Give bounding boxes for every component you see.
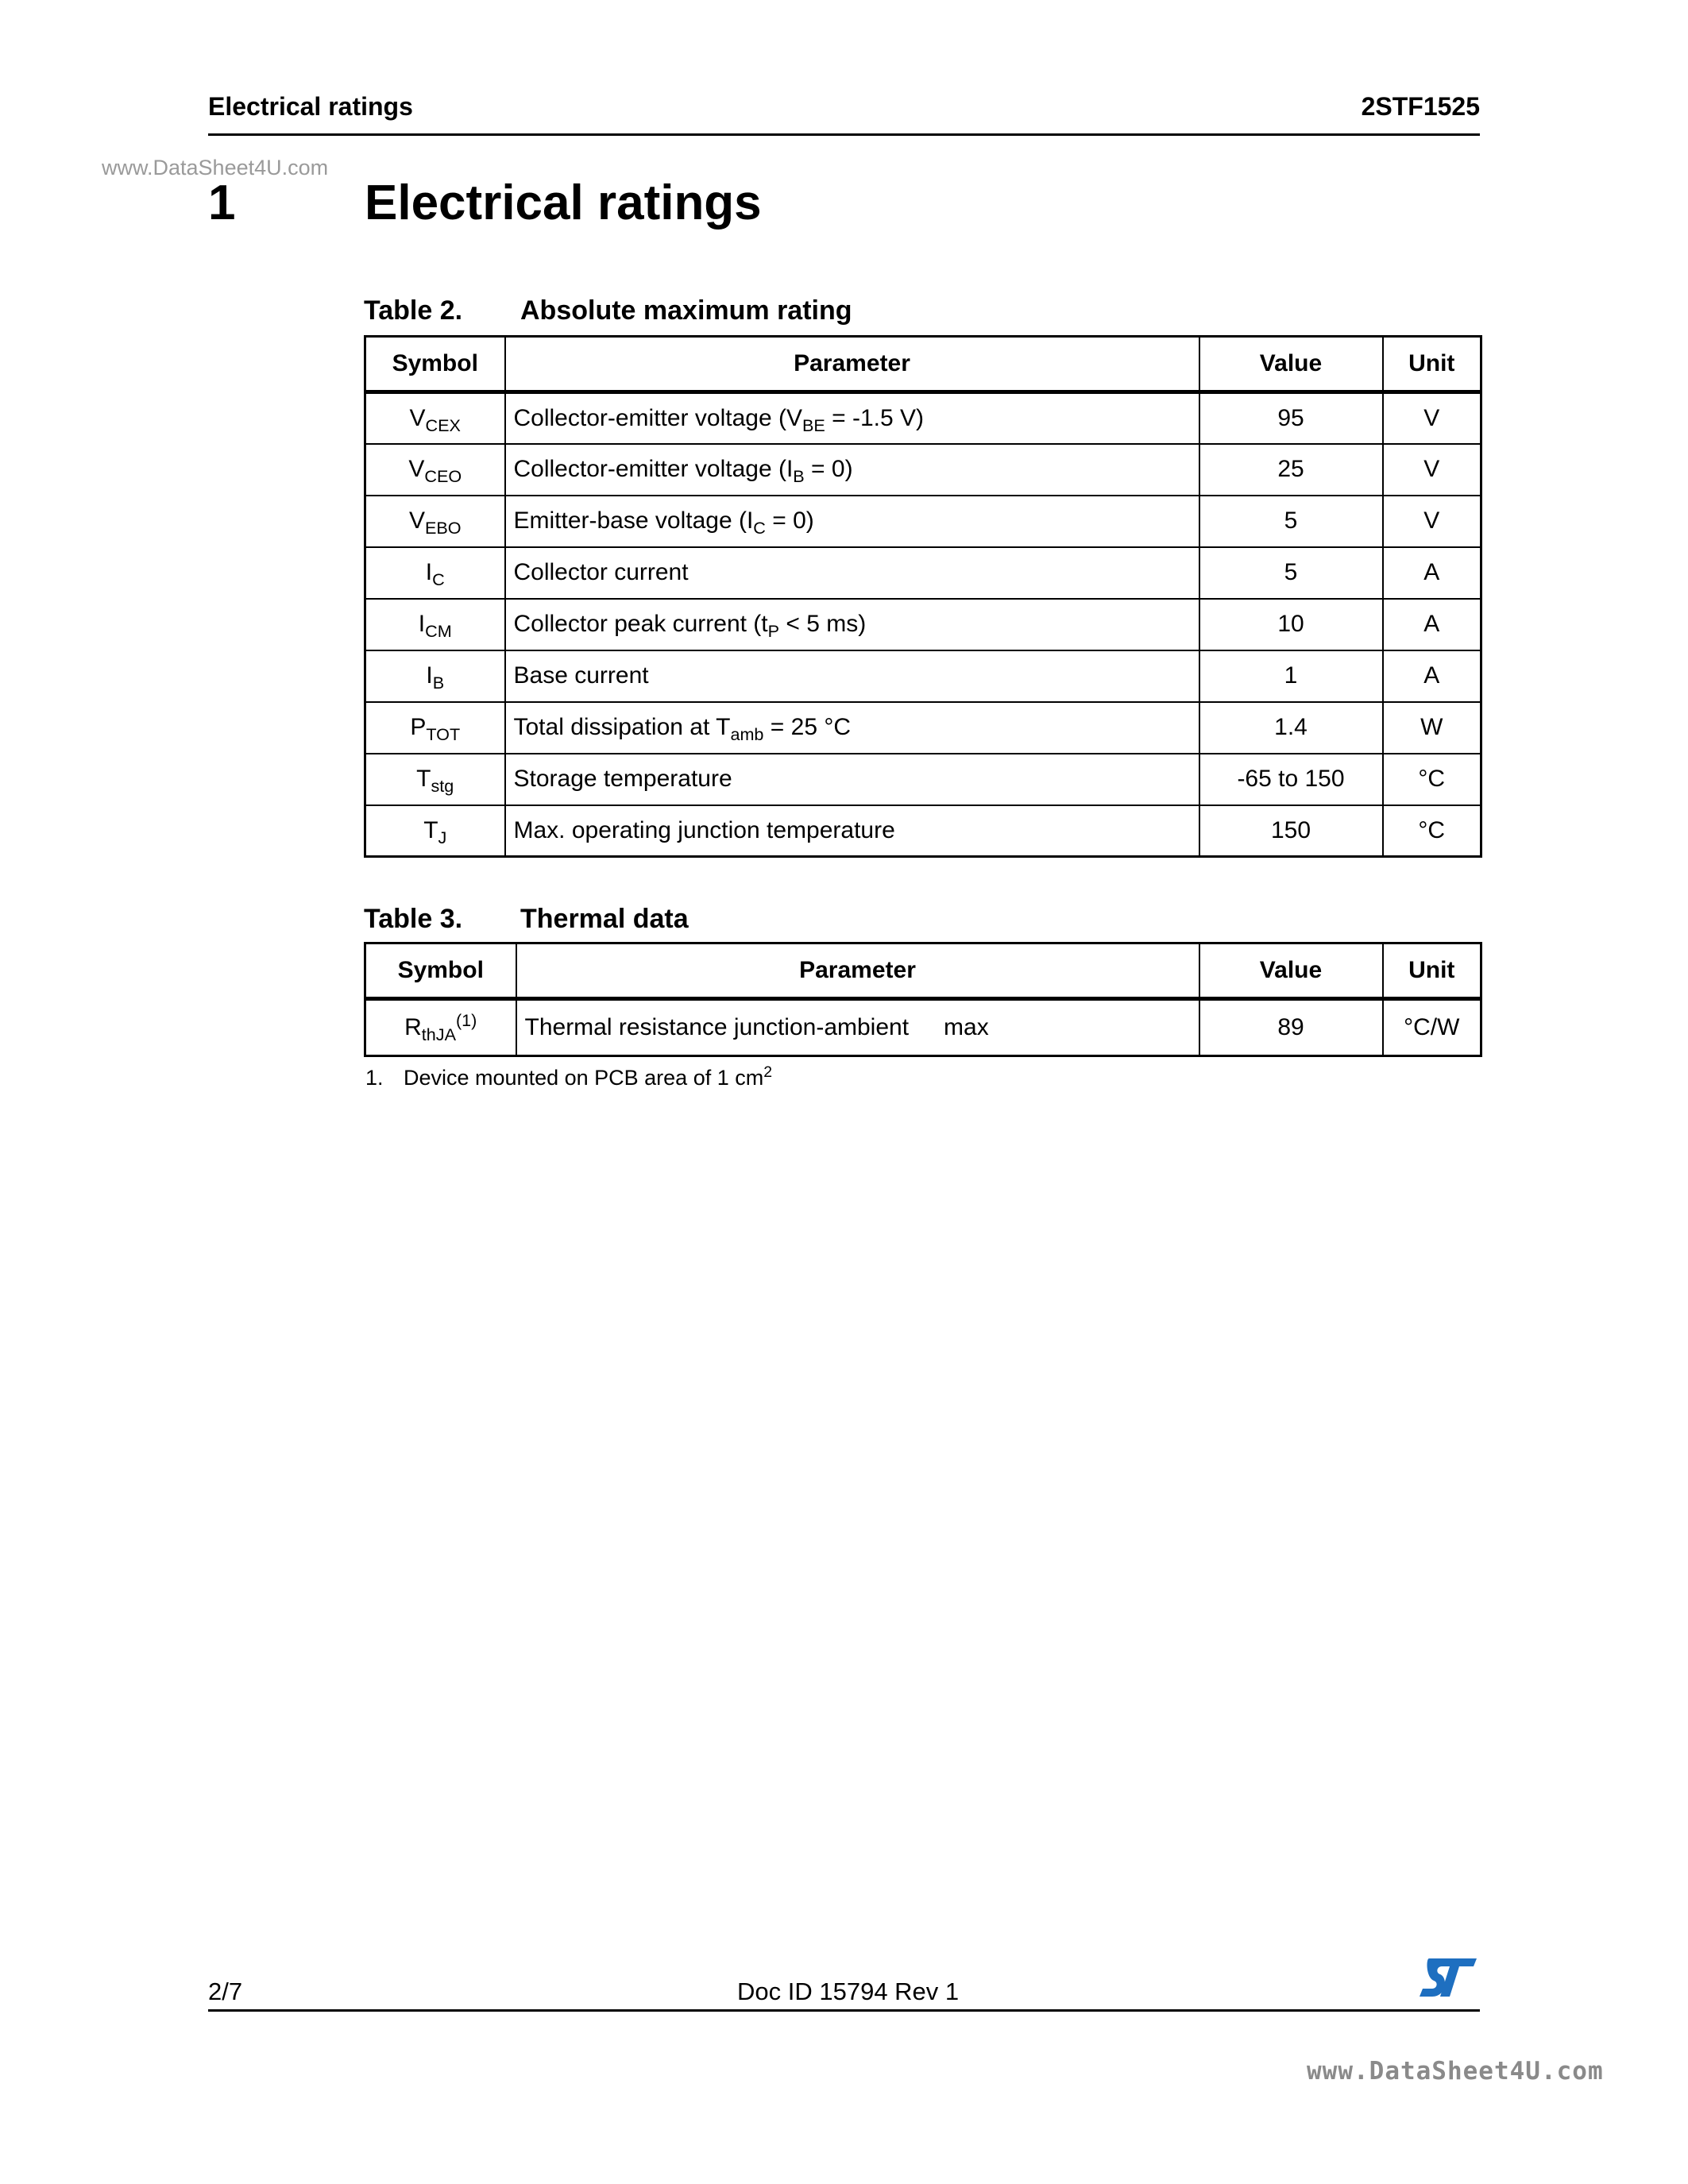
value-cell: 5: [1199, 547, 1383, 599]
col-header-parameter: Parameter: [516, 943, 1199, 999]
symbol-cell: $P_{TOT}$: [365, 702, 505, 754]
section-number: 1: [208, 176, 236, 230]
unit-cell: °C/W: [1383, 999, 1481, 1056]
unit-cell: °C: [1383, 754, 1481, 805]
symbol-cell: $I_{CM}$: [365, 599, 505, 650]
symbol-cell: $V_{CEX}$: [365, 392, 505, 444]
col-header-unit: Unit: [1383, 337, 1481, 392]
value-cell: 150: [1199, 805, 1383, 857]
table2-title: Absolute maximum rating: [520, 295, 852, 326]
unit-cell: °C: [1383, 805, 1481, 857]
unit-cell: A: [1383, 650, 1481, 702]
table2-label: Table 2.: [364, 295, 463, 326]
parameter-cell: Total dissipation at $T_{amb} = 25$ °C: [505, 702, 1199, 754]
symbol-cell: $I_C$: [365, 547, 505, 599]
footnote-number: 1.: [365, 1066, 384, 1090]
parameter-cell: Thermal resistance junction-ambient max: [516, 999, 1199, 1056]
col-header-symbol: Symbol: [365, 943, 516, 999]
st-logo-icon: [1418, 1955, 1478, 2000]
symbol-cell: $T_J$: [365, 805, 505, 857]
value-cell: 10: [1199, 599, 1383, 650]
table-row: [365, 392, 1481, 444]
thermal-data-table: [364, 942, 1482, 1057]
table-row: [365, 547, 1481, 599]
unit-cell: A: [1383, 547, 1481, 599]
col-header-parameter: Parameter: [505, 337, 1199, 392]
value-cell: 5: [1199, 496, 1383, 547]
header-rule: [208, 133, 1480, 136]
value-cell: 89: [1199, 999, 1383, 1056]
parameter-cell: Collector peak current ($t_P < 5$ ms): [505, 599, 1199, 650]
watermark-top-link[interactable]: www.DataSheet4U.com: [102, 156, 329, 179]
parameter-cell: Emitter-base voltage $(I_C = 0)$: [505, 496, 1199, 547]
footnote-text: Device mounted on PCB area of 1 cm: [404, 1066, 764, 1090]
footer-rule: [208, 2009, 1480, 2012]
parameter-cell: Base current: [505, 650, 1199, 702]
section-title: Electrical ratings: [365, 176, 762, 230]
table-row: [365, 650, 1481, 702]
symbol-cell: $I_B$: [365, 650, 505, 702]
value-cell: 1: [1199, 650, 1383, 702]
doc-id: Doc ID 15794 Rev 1: [737, 1978, 960, 2005]
watermark-bottom-link[interactable]: www.DataSheet4U.com: [1307, 2057, 1604, 2086]
table-row: [365, 599, 1481, 650]
value-cell: 25: [1199, 444, 1383, 496]
table3-footnote: [365, 1063, 773, 1090]
table-row: [365, 444, 1481, 496]
running-header-part-number: 2STF1525: [1361, 92, 1480, 121]
parameter-cell: Storage temperature: [505, 754, 1199, 805]
table-row: [365, 999, 1481, 1056]
parameter-cell: Collector-emitter voltage $(I_B = 0)$: [505, 444, 1199, 496]
parameter-cell: Collector current: [505, 547, 1199, 599]
table2-caption: [364, 295, 852, 326]
unit-cell: A: [1383, 599, 1481, 650]
table-row: [365, 702, 1481, 754]
col-header-symbol: Symbol: [365, 337, 505, 392]
parameter-cell: Collector-emitter voltage ($V_{BE} = -1.5$ V): [505, 392, 1199, 444]
unit-cell: V: [1383, 444, 1481, 496]
table-row: [365, 496, 1481, 547]
table2-header-row: [365, 337, 1481, 392]
unit-cell: V: [1383, 392, 1481, 444]
unit-cell: V: [1383, 496, 1481, 547]
table3-header-row: [365, 943, 1481, 999]
absolute-maximum-rating-table: [364, 335, 1482, 858]
unit-cell: W: [1383, 702, 1481, 754]
table3-caption: [364, 904, 689, 935]
qualifier: max: [944, 1014, 989, 1040]
symbol-cell: $V_{CEO}$: [365, 444, 505, 496]
col-header-value: Value: [1199, 943, 1383, 999]
col-header-value: Value: [1199, 337, 1383, 392]
value-cell: -65 to 150: [1199, 754, 1383, 805]
table3-title: Thermal data: [520, 904, 689, 934]
symbol-cell: $T_{stg}$: [365, 754, 505, 805]
symbol-cell: $V_{EBO}$: [365, 496, 505, 547]
value-cell: 1.4: [1199, 702, 1383, 754]
value-cell: 95: [1199, 392, 1383, 444]
footnote-superscript: 2: [763, 1063, 773, 1081]
table3-label: Table 3.: [364, 904, 463, 934]
page-number: 2/7: [208, 1978, 243, 2005]
col-header-unit: Unit: [1383, 943, 1481, 999]
parameter-cell: Max. operating junction temperature: [505, 805, 1199, 857]
table-row: [365, 754, 1481, 805]
table-row: [365, 805, 1481, 857]
running-header-section: Electrical ratings: [208, 92, 413, 121]
symbol-cell: $R_{thJA}^{(1)}$: [365, 999, 516, 1056]
